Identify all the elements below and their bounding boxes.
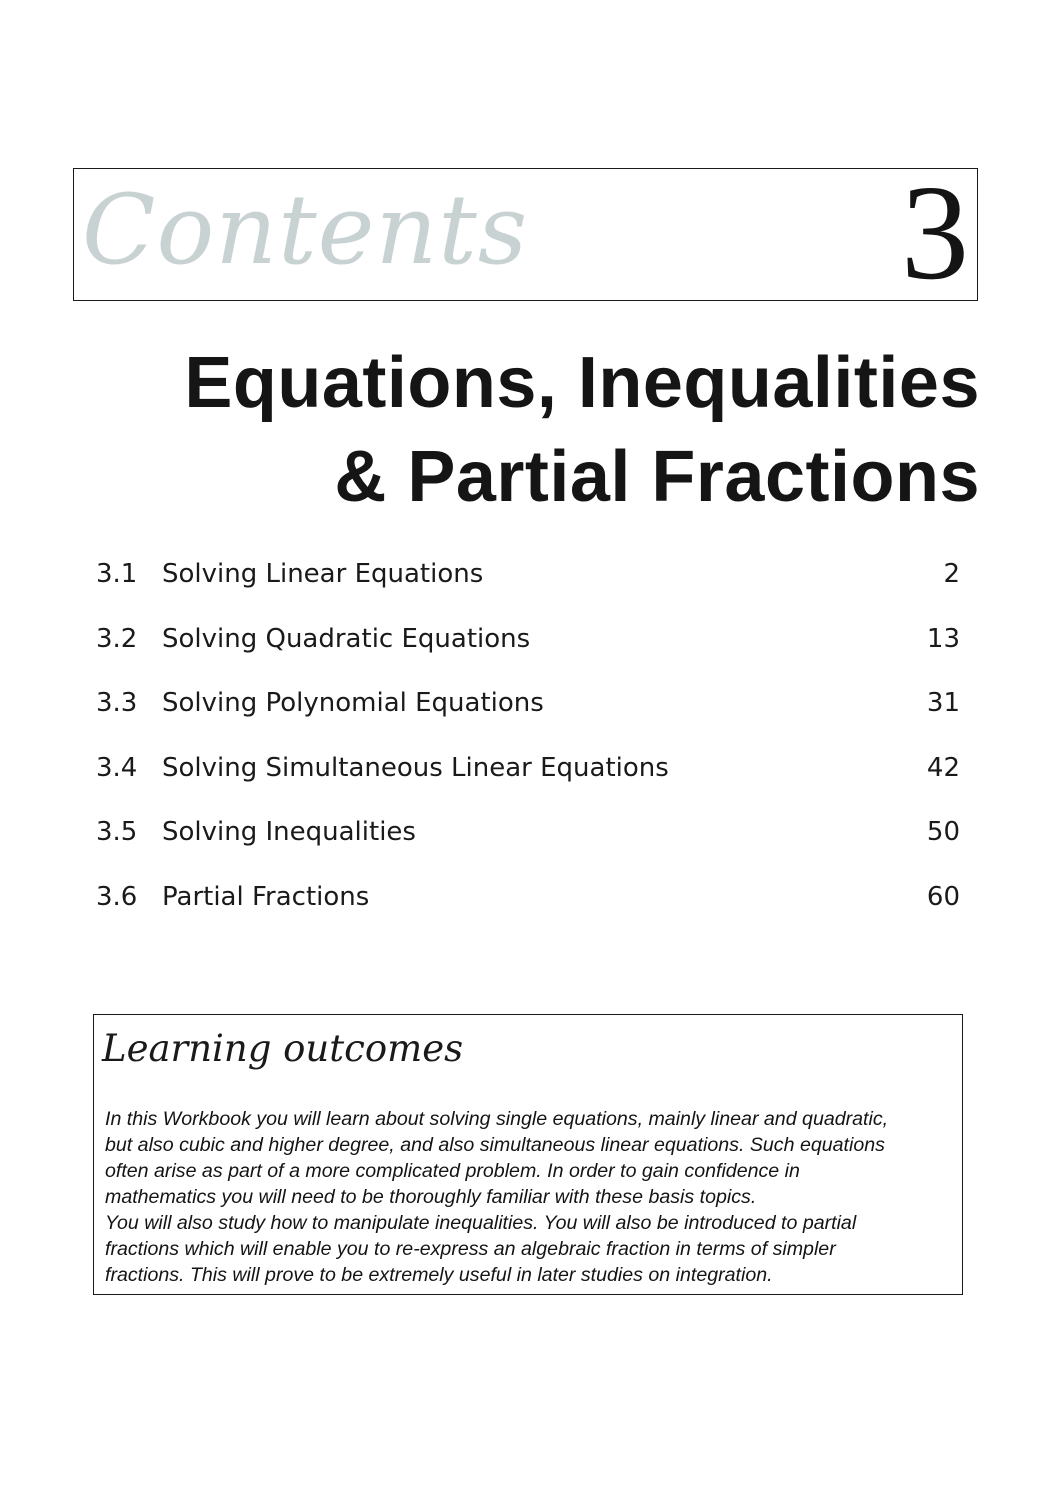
toc-entry-3-1[interactable] (96, 552, 962, 617)
toc-page-number: 2 (943, 559, 960, 589)
toc-page-number: 31 (926, 688, 960, 719)
toc-section-title[interactable]: Solving Simultaneous Linear Equations (162, 752, 669, 783)
toc-page-number: 13 (926, 623, 960, 654)
learning-outcomes-box (93, 1014, 963, 1295)
toc-page-number: 42 (926, 752, 960, 783)
learning-outcomes-line: You will also study how to manipulate inequalities. You will also be introduced to partial (105, 1212, 857, 1234)
toc-entry-3-6[interactable] (96, 875, 962, 940)
toc-entry-3-3[interactable] (96, 681, 962, 746)
toc-section-number: 3.1 (96, 559, 138, 589)
toc-section-number: 3.5 (96, 817, 138, 848)
toc-section-number: 3.6 (96, 881, 138, 912)
toc-section-title[interactable]: Solving Polynomial Equations (162, 688, 544, 719)
toc-entry-3-5[interactable] (96, 810, 962, 875)
toc-section-number: 3.2 (96, 623, 138, 654)
toc-entry-3-2[interactable] (96, 617, 962, 682)
learning-outcomes-line: fractions which will enable you to re-express an algebraic fraction in terms of simpler (105, 1238, 836, 1260)
learning-outcomes-line: In this Workbook you will learn about solving single equations, mainly linear and quadratic, (105, 1108, 889, 1130)
chapter-title (184, 336, 980, 524)
chapter-title-line-1: Equations, Inequalities (184, 343, 980, 423)
chapter-number: 3 (901, 158, 969, 308)
toc-section-title[interactable]: Solving Linear Equations (162, 559, 484, 589)
learning-outcomes-line: often arise as part of a more complicated problem. In order to gain confidence in (105, 1160, 800, 1182)
toc-section-title[interactable]: Solving Quadratic Equations (162, 623, 531, 654)
learning-outcomes-text (105, 1106, 957, 1288)
contents-label: Contents (82, 174, 529, 286)
toc-entry-3-4[interactable] (96, 746, 962, 811)
contents-header-box (73, 158, 978, 308)
learning-outcomes-line: fractions. This will prove to be extremely useful in later studies on integration. (105, 1264, 773, 1286)
toc-page-number: 50 (926, 817, 960, 848)
toc-page-number: 60 (926, 881, 960, 912)
table-of-contents (96, 552, 962, 940)
learning-outcomes-line: mathematics you will need to be thoroughly familiar with these basis topics. (105, 1186, 757, 1208)
toc-section-title[interactable]: Solving Inequalities (162, 817, 416, 848)
learning-outcomes-heading: Learning outcomes (102, 1027, 464, 1070)
toc-section-title[interactable]: Partial Fractions (162, 881, 370, 912)
chapter-title-line-2: & Partial Fractions (334, 437, 980, 517)
toc-section-number: 3.4 (96, 752, 138, 783)
toc-section-number: 3.3 (96, 688, 138, 719)
learning-outcomes-line: but also cubic and higher degree, and also simultaneous linear equations. Such equations (105, 1134, 885, 1156)
